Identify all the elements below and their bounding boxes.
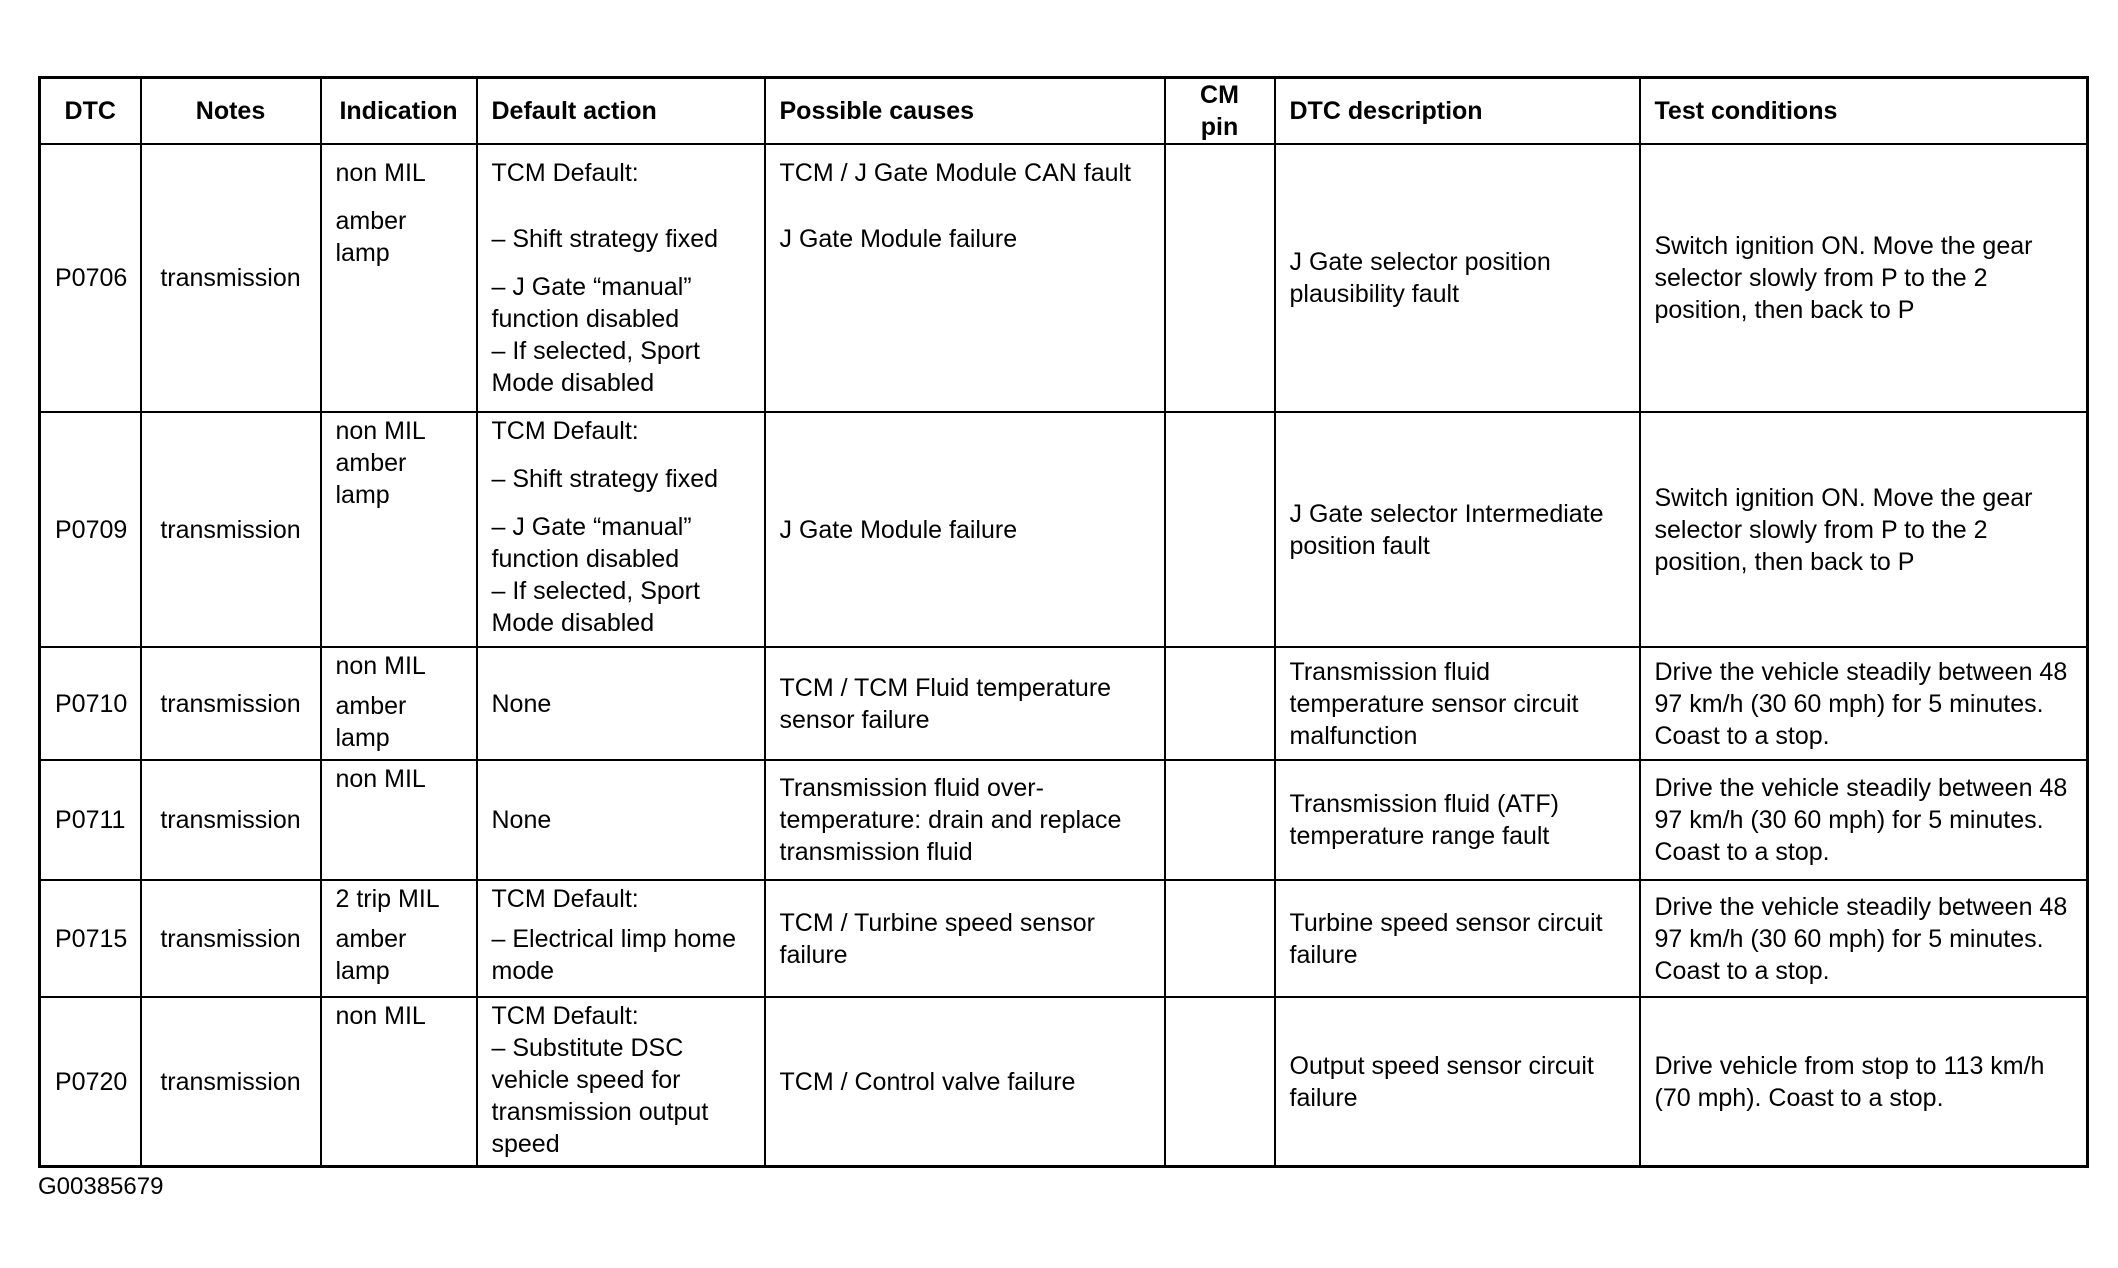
dtc-description-cell: Transmission fluid temperature sensor circuit malfunction xyxy=(1275,647,1640,760)
test-conditions-cell: Switch ignition ON. Move the gear selector slowly from P to the 2 position, then back to P xyxy=(1640,412,2088,647)
dtc-description-cell: J Gate selector Intermediate position fault xyxy=(1275,412,1640,647)
dtc-code: P0706 xyxy=(40,144,141,412)
default-action-line: TCM Default: xyxy=(491,885,639,913)
header-indication: Indication xyxy=(321,78,477,145)
possible-causes-cell xyxy=(765,647,1165,760)
indication-line: non MIL xyxy=(335,652,426,680)
table-row xyxy=(40,880,2088,997)
indication-line: amber lamp xyxy=(335,692,407,752)
default-action-line: – If selected, Sport Mode disabled xyxy=(491,337,700,397)
header-dtc: DTC xyxy=(40,78,141,145)
dtc-code: P0710 xyxy=(40,647,141,760)
table-row xyxy=(40,760,2088,880)
default-action-line: – Shift strategy fixed xyxy=(491,225,719,253)
dtc-code: P0715 xyxy=(40,880,141,997)
possible-cause-line: J Gate Module failure xyxy=(779,225,1018,253)
default-action-line: – J Gate “manual” function disabled xyxy=(491,513,692,573)
default-action-cell xyxy=(477,880,765,997)
table-header-row xyxy=(40,78,2088,145)
test-conditions-cell: Switch ignition ON. Move the gear selector slowly from P to the 2 position, then back to P xyxy=(1640,144,2088,412)
default-action-line: None xyxy=(491,689,552,718)
notes-cell: transmission xyxy=(141,997,321,1167)
possible-causes-cell xyxy=(765,760,1165,880)
possible-cause-line: Transmission fluid over-temperature: drain and replace transmission fluid xyxy=(779,774,1122,866)
cm-pin-cell xyxy=(1165,997,1275,1167)
cm-pin-cell xyxy=(1165,412,1275,647)
figure-id: G00385679 xyxy=(38,1173,164,1200)
notes-cell: transmission xyxy=(141,647,321,760)
indication-cell xyxy=(321,997,477,1167)
cm-pin-cell xyxy=(1165,880,1275,997)
cm-pin-cell xyxy=(1165,760,1275,880)
indication-cell xyxy=(321,144,477,412)
default-action-line: – Shift strategy fixed xyxy=(491,465,719,493)
indication-line: amber lamp xyxy=(335,207,407,267)
default-action-cell xyxy=(477,760,765,880)
header-test-conditions: Test conditions xyxy=(1640,78,2088,145)
header-default-action: Default action xyxy=(477,78,765,145)
table-row xyxy=(40,647,2088,760)
header-possible-causes: Possible causes xyxy=(765,78,1165,145)
default-action-cell xyxy=(477,144,765,412)
test-conditions-cell: Drive the vehicle steadily between 48 97 km/h (30 60 mph) for 5 minutes. Coast to a stop. xyxy=(1640,880,2088,997)
dtc-code: P0709 xyxy=(40,412,141,647)
indication-line: non MIL xyxy=(335,765,426,793)
possible-cause-line: TCM / Turbine speed sensor failure xyxy=(779,908,1095,969)
default-action-line: – If selected, Sport Mode disabled xyxy=(491,577,700,637)
default-action-line: None xyxy=(491,806,552,834)
possible-cause-line: TCM / J Gate Module CAN fault xyxy=(779,159,1132,187)
possible-causes-cell xyxy=(765,412,1165,647)
possible-causes-cell xyxy=(765,997,1165,1167)
table-row xyxy=(40,997,2088,1167)
dtc-code: P0711 xyxy=(40,760,141,880)
notes-cell: transmission xyxy=(141,144,321,412)
dtc-table xyxy=(38,76,2089,1168)
header-notes: Notes xyxy=(141,78,321,145)
possible-cause-line: TCM / TCM Fluid temperature sensor failure xyxy=(779,673,1112,734)
possible-causes-cell xyxy=(765,880,1165,997)
dtc-description-cell: Output speed sensor circuit failure xyxy=(1275,997,1640,1167)
dtc-code: P0720 xyxy=(40,997,141,1167)
possible-cause-line: TCM / Control valve failure xyxy=(779,1067,1076,1096)
cm-pin-cell xyxy=(1165,144,1275,412)
indication-line: non MIL xyxy=(335,417,426,445)
notes-cell: transmission xyxy=(141,880,321,997)
default-action-cell xyxy=(477,647,765,760)
dtc-description-cell: J Gate selector position plausibility fault xyxy=(1275,144,1640,412)
possible-cause-line: J Gate Module failure xyxy=(779,515,1018,544)
default-action-cell xyxy=(477,997,765,1167)
test-conditions-cell: Drive the vehicle steadily between 48 97 km/h (30 60 mph) for 5 minutes. Coast to a stop. xyxy=(1640,760,2088,880)
default-action-line: TCM Default: xyxy=(491,417,639,445)
notes-cell: transmission xyxy=(141,412,321,647)
default-action-cell xyxy=(477,412,765,647)
notes-cell: transmission xyxy=(141,760,321,880)
indication-line: amber lamp xyxy=(335,449,407,509)
indication-line: 2 trip MIL xyxy=(335,885,440,913)
table-row xyxy=(40,144,2088,412)
indication-cell xyxy=(321,880,477,997)
header-dtc-description: DTC description xyxy=(1275,78,1640,145)
test-conditions-cell: Drive vehicle from stop to 113 km/h (70 mph). Coast to a stop. xyxy=(1640,997,2088,1167)
indication-line: non MIL xyxy=(335,1002,426,1030)
dtc-description-cell: Transmission fluid (ATF) temperature range fault xyxy=(1275,760,1640,880)
default-action-line: – J Gate “manual” function disabled xyxy=(491,273,692,333)
indication-cell xyxy=(321,760,477,880)
cm-pin-cell xyxy=(1165,647,1275,760)
default-action-line: – Substitute DSC vehicle speed for transmission output speed xyxy=(491,1034,709,1158)
dtc-description-cell: Turbine speed sensor circuit failure xyxy=(1275,880,1640,997)
default-action-line: TCM Default: xyxy=(491,159,639,187)
possible-causes-cell xyxy=(765,144,1165,412)
table-row xyxy=(40,412,2088,647)
default-action-line: TCM Default: xyxy=(491,1002,639,1030)
indication-cell xyxy=(321,412,477,647)
default-action-line: – Electrical limp home mode xyxy=(491,925,737,985)
indication-cell xyxy=(321,647,477,760)
indication-line: non MIL xyxy=(335,159,426,187)
test-conditions-cell: Drive the vehicle steadily between 48 97 km/h (30 60 mph) for 5 minutes. Coast to a stop. xyxy=(1640,647,2088,760)
header-cm-pin: CM pin xyxy=(1165,78,1275,145)
indication-line: amber lamp xyxy=(335,925,407,985)
